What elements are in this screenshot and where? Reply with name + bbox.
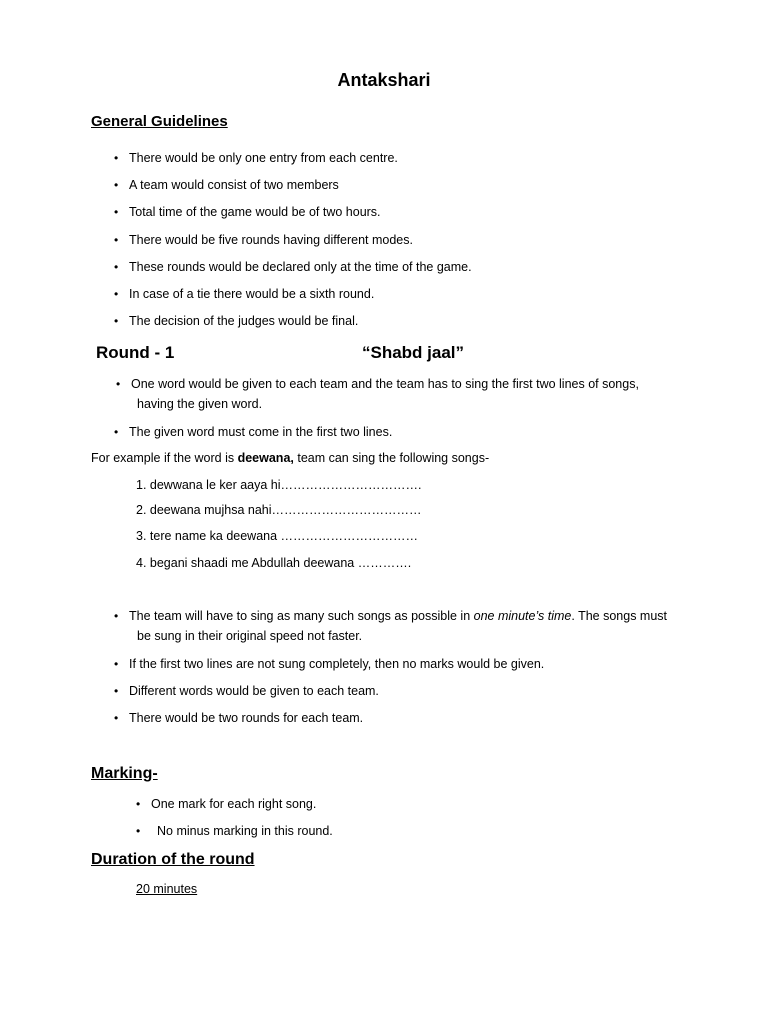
example-word: deewana, — [237, 451, 294, 465]
page-title: Antakshari — [337, 70, 431, 90]
rule-line: One word would be given to each team and the team has to sing the first two lines of songs, — [131, 377, 639, 391]
rule-line — [129, 609, 667, 623]
bullet-icon: • — [136, 797, 141, 811]
bullet-icon: • — [114, 657, 119, 671]
list-item: A team would consist of two members — [129, 178, 339, 192]
example-suffix: team can sing the following songs- — [293, 451, 490, 465]
bullet-icon: • — [114, 609, 119, 623]
list-item: Total time of the game would be of two hours. — [129, 205, 381, 219]
example-line — [91, 451, 489, 465]
bullet-icon: • — [114, 151, 119, 165]
example-prefix: For example if the word is — [91, 451, 238, 465]
bullet-icon: • — [114, 205, 119, 219]
list-item: 2. deewana mujhsa nahi……………………………… — [136, 503, 422, 517]
rule-line: be sung in their original speed not faster. — [137, 629, 363, 643]
bullet-icon: • — [114, 711, 119, 725]
rule-line: There would be two rounds for each team. — [129, 711, 364, 725]
bullet-icon: • — [116, 377, 121, 391]
bullet-icon: • — [114, 425, 119, 439]
round-name: “Shabd jaal” — [362, 343, 465, 362]
list-item: The decision of the judges would be final. — [129, 314, 359, 328]
rule-line: Different words would be given to each team. — [129, 684, 379, 698]
list-item: One mark for each right song. — [151, 797, 317, 811]
rule3-italic: one minute’s time — [473, 609, 572, 623]
bullet-icon: • — [114, 287, 119, 301]
rule3-suffix: . The songs must — [571, 609, 668, 623]
marking-heading: Marking- — [91, 765, 158, 782]
duration-value: 20 minutes — [136, 882, 198, 896]
bullet-icon: • — [114, 178, 119, 192]
list-item: 3. tere name ka deewana …………………………… — [136, 529, 419, 543]
list-item: These rounds would be declared only at the time of the game. — [129, 260, 472, 274]
bullet-icon: • — [114, 233, 119, 247]
rule-line: The given word must come in the first two lines. — [129, 425, 393, 439]
rule-line: having the given word. — [137, 397, 263, 411]
list-item: 1. dewwana le ker aaya hi……………………………. — [136, 478, 422, 492]
list-item: There would be only one entry from each centre. — [129, 151, 398, 165]
list-item: In case of a tie there would be a sixth round. — [129, 287, 375, 301]
bullet-icon: • — [114, 684, 119, 698]
rule3-prefix: The team will have to sing as many such songs as possible in — [129, 609, 474, 623]
rule-line: If the first two lines are not sung completely, then no marks would be given. — [129, 657, 545, 671]
bullet-icon: • — [136, 824, 141, 838]
list-item: 4. begani shaadi me Abdullah deewana …………. — [136, 556, 412, 570]
bullet-icon: • — [114, 260, 119, 274]
list-item: There would be five rounds having different modes. — [129, 233, 413, 247]
round-label: Round - 1 — [96, 343, 175, 362]
list-item: No minus marking in this round. — [157, 824, 333, 838]
duration-heading: Duration of the round — [91, 851, 255, 868]
general-guidelines-heading: General Guidelines — [91, 113, 228, 130]
bullet-icon: • — [114, 314, 119, 328]
